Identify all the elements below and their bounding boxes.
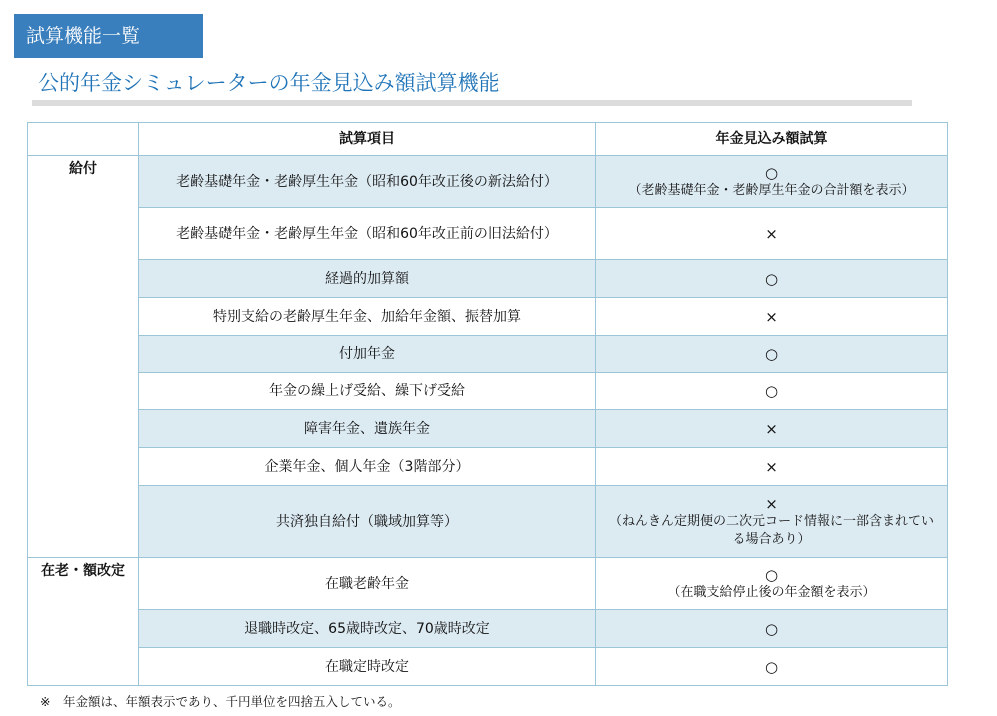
item-cell: 付加年金 [139,336,596,373]
result-mark: × [765,457,778,476]
result-cell [596,610,948,648]
result-note: （老齢基礎年金・老齢厚生年金の合計額を表示） [628,182,915,198]
result-mark: ○ [764,565,779,584]
result-mark: × [765,419,778,438]
result-cell [596,486,948,558]
item-cell: 障害年金、遺族年金 [139,410,596,448]
result-mark: ○ [764,382,779,400]
corner-header [28,123,139,156]
item-cell: 企業年金、個人年金（3階部分） [139,448,596,486]
result-cell [596,260,948,298]
result-mark: × [765,494,778,513]
result-cell [596,448,948,486]
footnote: ※ 年金額は、年額表示であり、千円単位を四捨五入している。 [40,694,401,709]
table-row [28,448,948,486]
item-cell: 老齢基礎年金・老齢厚生年金（昭和60年改正前の旧法給付） [139,208,596,260]
table-row [28,260,948,298]
result-cell [596,410,948,448]
result-cell [596,208,948,260]
subtitle-divider [32,100,912,106]
table-row [28,298,948,336]
item-cell: 老齢基礎年金・老齢厚生年金（昭和60年改正後の新法給付） [139,156,596,208]
item-cell: 特別支給の老齢厚生年金、加給年金額、振替加算 [139,298,596,336]
result-cell [596,373,948,410]
result-cell [596,558,948,610]
result-cell [596,648,948,686]
result-mark: ○ [764,345,779,363]
item-column-header: 試算項目 [139,123,596,156]
item-cell: 経過的加算額 [139,260,596,298]
item-cell: 退職時改定、65歳時改定、70歳時改定 [139,610,596,648]
item-cell: 在職定時改定 [139,648,596,686]
item-cell: 共済独自給付（職域加算等） [139,486,596,558]
table-row [28,208,948,260]
result-mark: × [765,307,778,326]
result-note: （在職支給停止後の年金額を表示） [667,584,876,600]
result-mark: ○ [764,657,779,676]
category-cell-benefits: 給付 [28,156,139,558]
table-row [28,373,948,410]
calculation-function-table [27,122,948,686]
table-row [28,648,948,686]
result-mark: ○ [764,163,779,182]
result-cell [596,336,948,373]
page-title: 試算機能一覧 [26,25,141,47]
result-mark: ○ [764,619,779,638]
table-row [28,156,948,208]
result-note: （ねんきん定期便の二次元コード情報に一部含まれている場合あり） [608,513,934,547]
table-row [28,610,948,648]
result-mark: ○ [764,269,779,288]
result-cell [596,156,948,208]
table-row [28,486,948,558]
table-row [28,410,948,448]
item-cell: 在職老齢年金 [139,558,596,610]
table-row [28,336,948,373]
result-mark: × [765,224,778,243]
table-header-row [28,123,948,156]
table-row [28,558,948,610]
category-cell-revision: 在老・額改定 [28,558,139,686]
page-title-tab [14,14,203,58]
item-cell: 年金の繰上げ受給、繰下げ受給 [139,373,596,410]
result-cell [596,298,948,336]
section-subtitle: 公的年金シミュレーターの年金見込み額試算機能 [38,71,500,95]
result-column-header: 年金見込み額試算 [596,123,948,156]
